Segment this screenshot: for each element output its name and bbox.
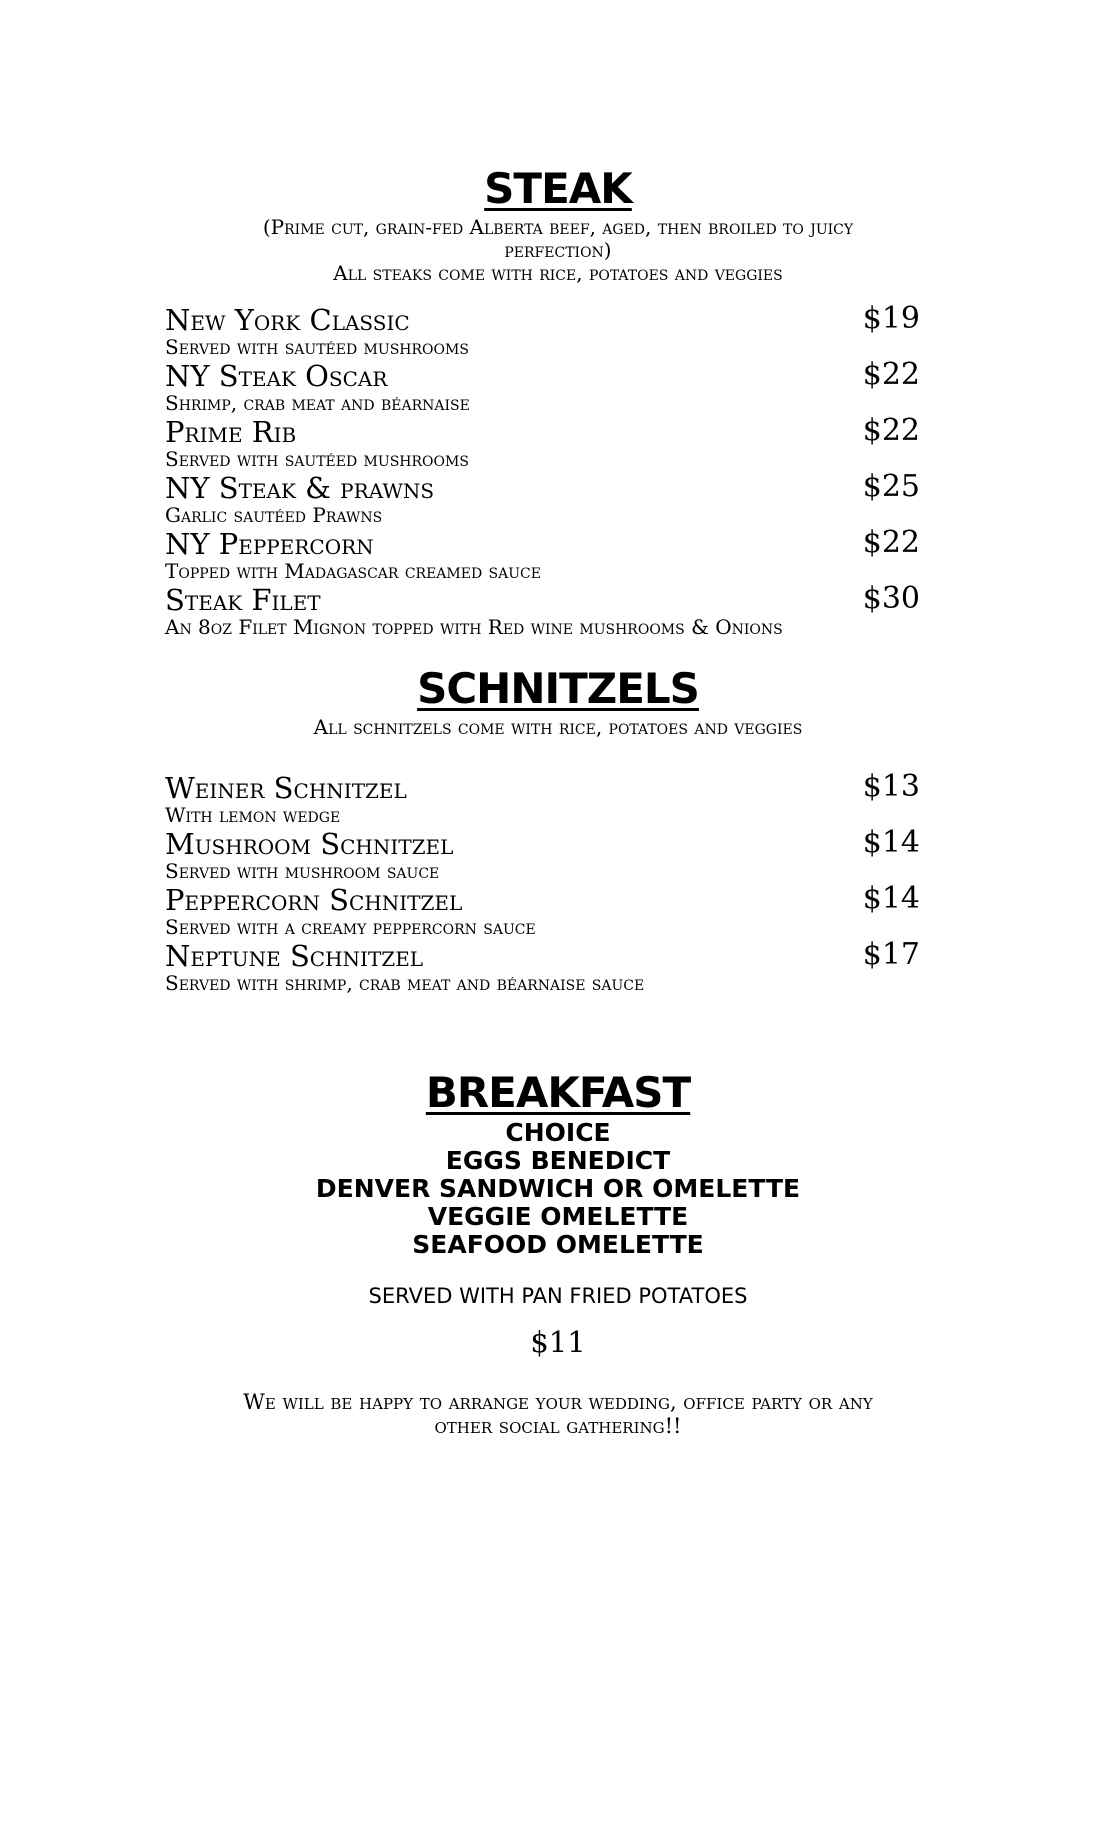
item-name: Neptune Schnitzel: [165, 939, 424, 973]
steak-title: STEAK: [484, 164, 632, 213]
menu-item: [165, 881, 920, 942]
item-description: Served with mushroom sauce: [165, 859, 440, 883]
item-price: $19: [862, 301, 920, 336]
item-name: NY Steak & prawns: [165, 471, 435, 505]
item-price: $14: [862, 881, 920, 916]
schnitzels-note: All schnitzels come with rice, potatoes and veggies: [313, 715, 803, 739]
item-price: $22: [862, 357, 920, 392]
item-description: Topped with Madagascar creamed sauce: [165, 559, 541, 583]
breakfast-option: SEAFOOD OMELETTE: [412, 1230, 704, 1259]
item-description: Served with sautéed mushrooms: [165, 447, 469, 471]
item-name: Mushroom Schnitzel: [165, 827, 454, 861]
menu-item: [165, 413, 920, 474]
item-name: Steak Filet: [165, 583, 321, 617]
steak-note-line1: (Prime cut, grain-fed Alberta beef, aged, then broiled to juicy: [262, 215, 854, 239]
menu-item: [165, 937, 920, 998]
menu-item: [165, 301, 920, 362]
item-price: $25: [862, 469, 920, 504]
item-description: Served with sautéed mushrooms: [165, 335, 469, 359]
menu-item: [165, 769, 920, 830]
breakfast-title: BREAKFAST: [425, 1068, 691, 1117]
footer-line2: other social gathering!!: [434, 1414, 682, 1438]
item-price: $14: [862, 825, 920, 860]
item-description: Garlic sautéed Prawns: [165, 503, 383, 527]
footer-line1: We will be happy to arrange your wedding, office party or any: [243, 1390, 873, 1414]
item-description: Shrimp, crab meat and béarnaise: [165, 391, 470, 415]
breakfast-served-with: SERVED WITH PAN FRIED POTATOES: [368, 1284, 748, 1308]
breakfast-option: CHOICE: [505, 1118, 611, 1147]
item-name: Prime Rib: [165, 415, 297, 449]
menu-item: [165, 581, 920, 642]
item-price: $30: [862, 581, 920, 616]
item-description: Served with a creamy peppercorn sauce: [165, 915, 536, 939]
menu-item: [165, 525, 920, 586]
item-name: NY Steak Oscar: [165, 359, 388, 393]
item-price: $22: [862, 525, 920, 560]
menu-item: [165, 469, 920, 530]
breakfast-options: [0, 1119, 1116, 1259]
item-description: An 8oz Filet Mignon topped with Red wine mushrooms & Onions: [165, 615, 783, 639]
menu-item: [165, 357, 920, 418]
breakfast-option: DENVER SANDWICH OR OMELETTE: [315, 1174, 801, 1203]
steak-menu-list: [165, 301, 920, 642]
schnitzels-menu-list: [165, 769, 920, 998]
item-description: Served with shrimp, crab meat and béarnaise sauce: [165, 971, 645, 995]
steak-note-line2: perfection): [504, 238, 612, 262]
schnitzels-title: SCHNITZELS: [417, 664, 699, 713]
item-description: With lemon wedge: [165, 803, 341, 827]
breakfast-option: EGGS BENEDICT: [445, 1146, 671, 1175]
footer-note: [0, 1390, 1116, 1438]
item-name: NY Peppercorn: [165, 527, 374, 561]
item-price: $13: [862, 769, 920, 804]
steak-note-line3: All steaks come with rice, potatoes and veggies: [333, 261, 783, 285]
item-price: $17: [862, 937, 920, 972]
item-name: Weiner Schnitzel: [165, 771, 407, 805]
breakfast-option: VEGGIE OMELETTE: [427, 1202, 689, 1231]
breakfast-price: $11: [530, 1325, 586, 1359]
item-price: $22: [862, 413, 920, 448]
menu-item: [165, 825, 920, 886]
item-name: Peppercorn Schnitzel: [165, 883, 463, 917]
item-name: New York Classic: [165, 303, 410, 337]
